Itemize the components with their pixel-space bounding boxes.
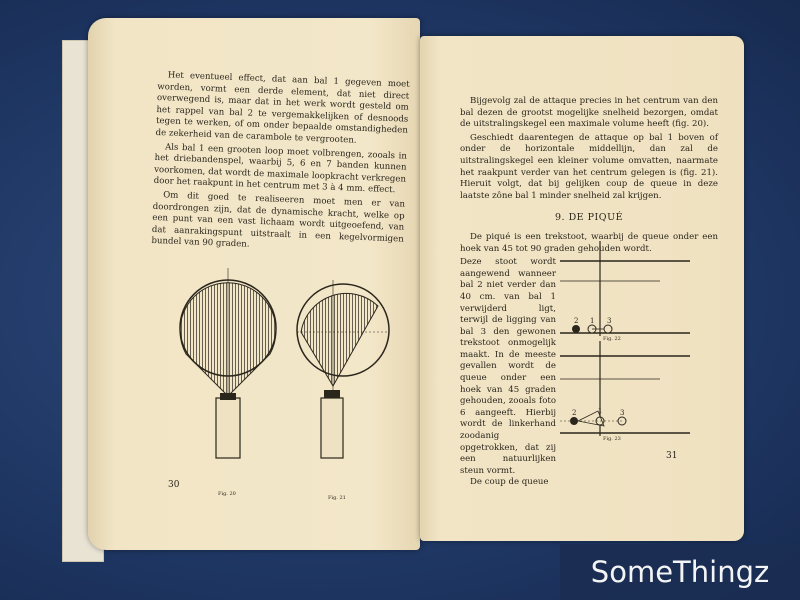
section-heading: 9. DE PIQUÉ [554, 212, 624, 224]
page-number: 31 [666, 451, 678, 461]
watermark-logo: SomeThingz [560, 544, 800, 600]
paragraph: Bijgevolg zal de attaque precies in het centrum van den bal dezen de grootst mogelijke snelheid bezorgen, omdat de uitstralingskegel een maximale volume heeft (fig. 20). [460, 96, 718, 130]
pique-diagram [560, 241, 700, 451]
figure-20-drawing [180, 268, 276, 458]
page-number: 30 [168, 480, 180, 490]
figure-22-caption: Fig. 22 [603, 336, 621, 342]
ball-label: 3 [620, 409, 625, 417]
figure-20-caption: Fig. 20 [218, 491, 236, 497]
figure-21-caption: Fig. 21 [328, 495, 346, 501]
paragraph: Om dit goed te realiseeren moet men er van doordrongen zijn, dat de dynamische kracht, welke op een punt van een vast lichaam wordt uitgeoefend, van dat aanrakingspunt uitstraalt in een kegelvormigen bundel van 90 graden. [151, 190, 406, 250]
ball-label: 1 [598, 407, 603, 415]
left-page [88, 18, 420, 550]
narrow-column-text: Deze stoot wordt aangewend wanneer bal 2 niet verder dan 40 cm. van bal 1 verwijderd ligt, terwijl de ligging van bal 3 den gewonen trekstoot onmogelijk maakt. In de meeste gevallen wordt de queue onder een hoek van 45 graden gehouden, zooals foto 6 aangeeft. Hierbij wordt de linkerhand zoodanig opgetrokken, dat zij een natuurlijken steun vormt. [460, 257, 556, 476]
ball-label: 3 [607, 317, 612, 325]
cone-diagram [168, 268, 408, 488]
ball-label: 2 [574, 317, 579, 325]
ball-label: 1 [590, 317, 595, 325]
left-page-text [151, 70, 410, 259]
paragraph: Het eventueel effect, dat aan bal 1 gegeven moet worden, vormt een derde element, dat niet direct overwegend is, maar dat in het werk wordt gesteld om het rappel van bal 2 te vergemakkelijken of desnoods tegen te werken, of om onder bepaalde omstandigheden de zekerheid van de carambole te vergrooten. [155, 70, 410, 146]
paragraph: Als bal 1 een grooten loop moet volbrengen, zooals in het driebandenspel, waarbij 5, 6 en 7 banden kunnen voorkomen, dat wordt de maximale loopkracht verkregen door het raakpunt in het centrum met 3 à 4 mm. effect. [153, 141, 408, 196]
figure-22-drawing [560, 241, 690, 336]
figure-23-caption: Fig. 23 [603, 436, 621, 442]
figure-21-drawing [297, 280, 389, 458]
narrow-column-last-line: De coup de queue [470, 477, 549, 488]
paragraph: De piqué is een trekstoot, waarbij de queue onder een hoek van 45 tot 90 graden gehouden wordt. [460, 231, 718, 254]
ball-label: 2 [572, 409, 577, 417]
figure-23-drawing [560, 341, 690, 436]
paragraph: Geschiedt daarentegen de attaque op bal 1 boven of onder de horizontale middellijn, dan zal de uitstralingskegel een kleiner volume omvatten, naarmate het raakpunt verder van het centrum gelegen is (fig. 21). Hieruit volgt, dat bij gelijken coup de queue in deze laatste zône bal 1 minder snelheid zal krijgen. [460, 132, 718, 201]
right-page [420, 36, 744, 541]
